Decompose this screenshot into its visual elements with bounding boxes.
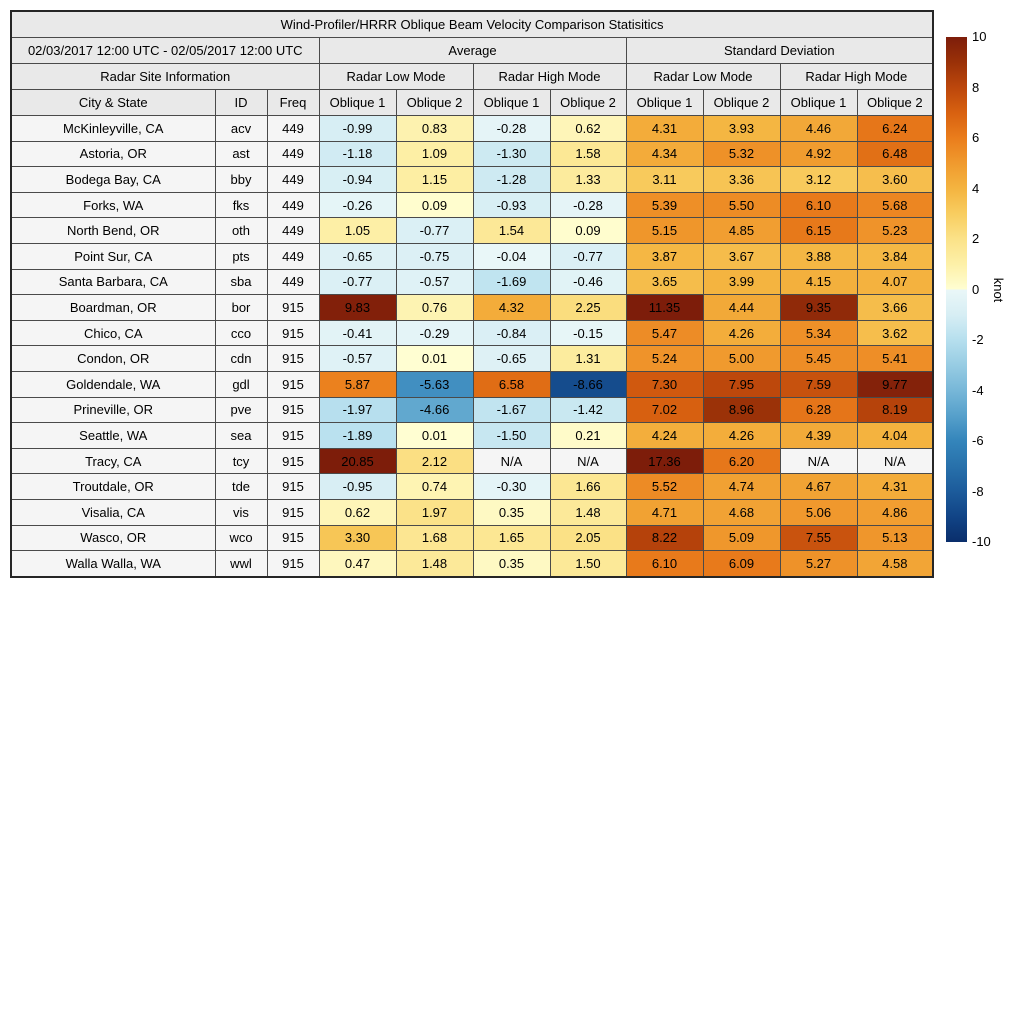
value-cell: 0.74 — [396, 474, 473, 500]
period-cell: 02/03/2017 12:00 UTC - 02/05/2017 12:00 UTC — [11, 38, 319, 64]
value-cell: -0.77 — [319, 269, 396, 295]
value-cell: 0.83 — [396, 116, 473, 142]
city-cell: Tracy, CA — [11, 448, 215, 474]
value-cell: 5.45 — [780, 346, 857, 372]
value-cell: 4.24 — [626, 423, 703, 449]
value-cell: -0.77 — [550, 243, 626, 269]
table-row — [11, 218, 933, 244]
value-cell: 5.23 — [857, 218, 933, 244]
value-cell: 5.50 — [703, 192, 780, 218]
table-body — [11, 116, 933, 577]
site-id-cell: sba — [215, 269, 267, 295]
value-cell: 5.13 — [857, 525, 933, 551]
value-cell: 6.10 — [780, 192, 857, 218]
city-cell: North Bend, OR — [11, 218, 215, 244]
value-cell: 3.65 — [626, 269, 703, 295]
colorbar — [946, 29, 1024, 549]
freq-cell: 449 — [267, 218, 319, 244]
value-cell: -1.97 — [319, 397, 396, 423]
value-cell: 7.59 — [780, 371, 857, 397]
table-row — [11, 397, 933, 423]
site-id-cell: gdl — [215, 371, 267, 397]
freq-cell: 915 — [267, 525, 319, 551]
value-cell: 4.58 — [857, 551, 933, 577]
value-cell: -1.42 — [550, 397, 626, 423]
value-cell: -8.66 — [550, 371, 626, 397]
value-cell: -0.46 — [550, 269, 626, 295]
value-cell: 1.48 — [550, 499, 626, 525]
value-cell: 0.62 — [319, 499, 396, 525]
value-cell: 1.31 — [550, 346, 626, 372]
group-header-row-1 — [11, 38, 933, 64]
value-cell: 1.54 — [473, 218, 550, 244]
city-cell: Astoria, OR — [11, 141, 215, 167]
city-cell: Wasco, OR — [11, 525, 215, 551]
value-cell: -0.65 — [473, 346, 550, 372]
colorbar-gradient — [946, 37, 967, 542]
value-cell: -5.63 — [396, 371, 473, 397]
colorbar-tick-label: 4 — [972, 180, 980, 196]
col-header-std-low-oblique1: Oblique 1 — [626, 90, 703, 116]
value-cell: 1.15 — [396, 167, 473, 193]
site-id-cell: bby — [215, 167, 267, 193]
value-cell: 0.35 — [473, 499, 550, 525]
stddev-group-header: Standard Deviation — [626, 38, 933, 64]
freq-cell: 449 — [267, 167, 319, 193]
freq-cell: 915 — [267, 474, 319, 500]
value-cell: -1.28 — [473, 167, 550, 193]
value-cell: 5.09 — [703, 525, 780, 551]
value-cell: -0.04 — [473, 243, 550, 269]
value-cell: 7.95 — [703, 371, 780, 397]
table-row — [11, 371, 933, 397]
value-cell: 8.96 — [703, 397, 780, 423]
value-cell: 4.92 — [780, 141, 857, 167]
value-cell: 7.02 — [626, 397, 703, 423]
value-cell: 6.58 — [473, 371, 550, 397]
value-cell: 4.74 — [703, 474, 780, 500]
value-cell: 8.22 — [626, 525, 703, 551]
col-header-avg-low-oblique1: Oblique 1 — [319, 90, 396, 116]
value-cell: 11.35 — [626, 295, 703, 321]
value-cell: -0.30 — [473, 474, 550, 500]
value-cell: -0.93 — [473, 192, 550, 218]
city-cell: McKinleyville, CA — [11, 116, 215, 142]
table-row — [11, 551, 933, 577]
value-cell: 4.46 — [780, 116, 857, 142]
freq-cell: 449 — [267, 269, 319, 295]
site-id-cell: sea — [215, 423, 267, 449]
value-cell: 1.50 — [550, 551, 626, 577]
table-row — [11, 141, 933, 167]
value-cell: 4.68 — [703, 499, 780, 525]
value-cell: 6.10 — [626, 551, 703, 577]
city-cell: Bodega Bay, CA — [11, 167, 215, 193]
value-cell: 0.47 — [319, 551, 396, 577]
value-cell: -1.67 — [473, 397, 550, 423]
value-cell: 0.09 — [396, 192, 473, 218]
site-id-cell: oth — [215, 218, 267, 244]
value-cell: 5.87 — [319, 371, 396, 397]
col-header-avg-high-oblique1: Oblique 1 — [473, 90, 550, 116]
value-cell: 5.06 — [780, 499, 857, 525]
value-cell: 4.86 — [857, 499, 933, 525]
table-row — [11, 423, 933, 449]
freq-cell: 915 — [267, 295, 319, 321]
value-cell: 8.19 — [857, 397, 933, 423]
table-row — [11, 499, 933, 525]
value-cell: 20.85 — [319, 448, 396, 474]
value-cell: 4.31 — [626, 116, 703, 142]
site-id-cell: cco — [215, 320, 267, 346]
freq-cell: 449 — [267, 243, 319, 269]
value-cell: -1.18 — [319, 141, 396, 167]
city-cell: Visalia, CA — [11, 499, 215, 525]
value-cell: 0.21 — [550, 423, 626, 449]
value-cell: 1.97 — [396, 499, 473, 525]
col-header-id: ID — [215, 90, 267, 116]
value-cell: 1.68 — [396, 525, 473, 551]
value-cell: 5.39 — [626, 192, 703, 218]
site-info-header: Radar Site Information — [11, 64, 319, 90]
value-cell: 9.35 — [780, 295, 857, 321]
value-cell: 0.01 — [396, 423, 473, 449]
site-id-cell: fks — [215, 192, 267, 218]
value-cell: 4.67 — [780, 474, 857, 500]
value-cell: -0.57 — [396, 269, 473, 295]
colorbar-tick-label: 8 — [972, 79, 980, 95]
table-row — [11, 320, 933, 346]
table-row — [11, 346, 933, 372]
colorbar-tick-label: 0 — [972, 281, 980, 297]
value-cell: 1.05 — [319, 218, 396, 244]
freq-cell: 915 — [267, 499, 319, 525]
value-cell: 6.15 — [780, 218, 857, 244]
freq-cell: 915 — [267, 551, 319, 577]
col-header-avg-low-oblique2: Oblique 2 — [396, 90, 473, 116]
value-cell: 9.77 — [857, 371, 933, 397]
value-cell: 17.36 — [626, 448, 703, 474]
value-cell: 3.87 — [626, 243, 703, 269]
value-cell: 1.09 — [396, 141, 473, 167]
value-cell: 9.83 — [319, 295, 396, 321]
value-cell: 3.12 — [780, 167, 857, 193]
colorbar-tick-label: -2 — [972, 332, 984, 347]
freq-cell: 449 — [267, 116, 319, 142]
std-low-mode-header: Radar Low Mode — [626, 64, 780, 90]
colorbar-tick-label: 2 — [972, 231, 980, 246]
average-group-header: Average — [319, 38, 626, 64]
comparison-table — [10, 10, 934, 578]
value-cell: N/A — [473, 448, 550, 474]
value-cell: 3.88 — [780, 243, 857, 269]
site-id-cell: tcy — [215, 448, 267, 474]
value-cell: 5.00 — [703, 346, 780, 372]
value-cell: 4.32 — [473, 295, 550, 321]
value-cell: 2.25 — [550, 295, 626, 321]
table-row — [11, 192, 933, 218]
colorbar-tick-label: -8 — [972, 483, 984, 499]
value-cell: 7.55 — [780, 525, 857, 551]
value-cell: 1.58 — [550, 141, 626, 167]
city-cell: Condon, OR — [11, 346, 215, 372]
freq-cell: 915 — [267, 320, 319, 346]
std-high-mode-header: Radar High Mode — [780, 64, 933, 90]
value-cell: -1.30 — [473, 141, 550, 167]
freq-cell: 915 — [267, 423, 319, 449]
avg-low-mode-header: Radar Low Mode — [319, 64, 473, 90]
value-cell: N/A — [550, 448, 626, 474]
value-cell: -0.29 — [396, 320, 473, 346]
site-id-cell: pts — [215, 243, 267, 269]
value-cell: -0.41 — [319, 320, 396, 346]
value-cell: 6.48 — [857, 141, 933, 167]
value-cell: -0.57 — [319, 346, 396, 372]
colorbar-tick-label: -10 — [972, 534, 991, 549]
table-row — [11, 474, 933, 500]
site-id-cell: vis — [215, 499, 267, 525]
table-row — [11, 448, 933, 474]
value-cell: 3.11 — [626, 167, 703, 193]
value-cell: -0.77 — [396, 218, 473, 244]
site-id-cell: wwl — [215, 551, 267, 577]
value-cell: -0.15 — [550, 320, 626, 346]
value-cell: -0.84 — [473, 320, 550, 346]
value-cell: 3.99 — [703, 269, 780, 295]
value-cell: -0.95 — [319, 474, 396, 500]
value-cell: 3.67 — [703, 243, 780, 269]
title-row — [11, 11, 933, 38]
value-cell: 5.47 — [626, 320, 703, 346]
value-cell: 5.52 — [626, 474, 703, 500]
value-cell: 4.07 — [857, 269, 933, 295]
value-cell: 4.44 — [703, 295, 780, 321]
value-cell: 4.15 — [780, 269, 857, 295]
city-cell: Forks, WA — [11, 192, 215, 218]
value-cell: 5.15 — [626, 218, 703, 244]
site-id-cell: wco — [215, 525, 267, 551]
city-cell: Goldendale, WA — [11, 371, 215, 397]
value-cell: -1.69 — [473, 269, 550, 295]
value-cell: 4.71 — [626, 499, 703, 525]
value-cell: 1.65 — [473, 525, 550, 551]
value-cell: 0.76 — [396, 295, 473, 321]
table-row — [11, 525, 933, 551]
value-cell: 3.66 — [857, 295, 933, 321]
value-cell: -4.66 — [396, 397, 473, 423]
value-cell: 5.41 — [857, 346, 933, 372]
table-row — [11, 243, 933, 269]
freq-cell: 915 — [267, 346, 319, 372]
freq-cell: 915 — [267, 448, 319, 474]
site-id-cell: pve — [215, 397, 267, 423]
freq-cell: 449 — [267, 141, 319, 167]
value-cell: -1.50 — [473, 423, 550, 449]
freq-cell: 915 — [267, 371, 319, 397]
value-cell: 1.48 — [396, 551, 473, 577]
value-cell: -0.26 — [319, 192, 396, 218]
colorbar-tick-label: -6 — [972, 433, 984, 448]
value-cell: 3.93 — [703, 116, 780, 142]
site-id-cell: acv — [215, 116, 267, 142]
value-cell: 0.01 — [396, 346, 473, 372]
value-cell: 1.66 — [550, 474, 626, 500]
value-cell: 5.27 — [780, 551, 857, 577]
col-header-std-high-oblique1: Oblique 1 — [780, 90, 857, 116]
avg-high-mode-header: Radar High Mode — [473, 64, 626, 90]
freq-cell: 915 — [267, 397, 319, 423]
site-id-cell: tde — [215, 474, 267, 500]
value-cell: -0.75 — [396, 243, 473, 269]
value-cell: -0.94 — [319, 167, 396, 193]
value-cell: 5.68 — [857, 192, 933, 218]
city-cell: Seattle, WA — [11, 423, 215, 449]
site-id-cell: ast — [215, 141, 267, 167]
site-id-cell: cdn — [215, 346, 267, 372]
city-cell: Troutdale, OR — [11, 474, 215, 500]
value-cell: -0.28 — [473, 116, 550, 142]
colorbar-tick-label: -4 — [972, 382, 984, 398]
table-row — [11, 167, 933, 193]
city-cell: Santa Barbara, CA — [11, 269, 215, 295]
col-header-std-low-oblique2: Oblique 2 — [703, 90, 780, 116]
value-cell: 4.26 — [703, 423, 780, 449]
table-row — [11, 295, 933, 321]
col-header-std-high-oblique2: Oblique 2 — [857, 90, 933, 116]
value-cell: 0.35 — [473, 551, 550, 577]
group-header-row-2 — [11, 64, 933, 90]
value-cell: 6.24 — [857, 116, 933, 142]
value-cell: -0.65 — [319, 243, 396, 269]
value-cell: -0.99 — [319, 116, 396, 142]
colorbar-unit-label: knot — [990, 277, 1006, 302]
value-cell: 2.05 — [550, 525, 626, 551]
colorbar-tick-label: 6 — [972, 130, 980, 145]
value-cell: 6.09 — [703, 551, 780, 577]
table-row — [11, 116, 933, 142]
site-id-cell: bor — [215, 295, 267, 321]
col-header-avg-high-oblique2: Oblique 2 — [550, 90, 626, 116]
colorbar-tick-label: 10 — [972, 29, 987, 44]
value-cell: 6.28 — [780, 397, 857, 423]
value-cell: 4.85 — [703, 218, 780, 244]
value-cell: 3.60 — [857, 167, 933, 193]
value-cell: -1.89 — [319, 423, 396, 449]
value-cell: 7.30 — [626, 371, 703, 397]
value-cell: 0.62 — [550, 116, 626, 142]
value-cell: 3.30 — [319, 525, 396, 551]
value-cell: 3.62 — [857, 320, 933, 346]
col-header-freq: Freq — [267, 90, 319, 116]
value-cell: N/A — [780, 448, 857, 474]
value-cell: 1.33 — [550, 167, 626, 193]
value-cell: 6.20 — [703, 448, 780, 474]
value-cell: 0.09 — [550, 218, 626, 244]
value-cell: -0.28 — [550, 192, 626, 218]
city-cell: Chico, CA — [11, 320, 215, 346]
column-header-row — [11, 90, 933, 116]
value-cell: 4.04 — [857, 423, 933, 449]
value-cell: 5.32 — [703, 141, 780, 167]
col-header-city: City & State — [11, 90, 215, 116]
value-cell: 5.24 — [626, 346, 703, 372]
city-cell: Point Sur, CA — [11, 243, 215, 269]
chart-title: Wind-Profiler/HRRR Oblique Beam Velocity Comparison Statisitics — [11, 11, 933, 38]
value-cell: 5.34 — [780, 320, 857, 346]
value-cell: 2.12 — [396, 448, 473, 474]
freq-cell: 449 — [267, 192, 319, 218]
value-cell: 4.34 — [626, 141, 703, 167]
value-cell: 4.31 — [857, 474, 933, 500]
value-cell: 3.84 — [857, 243, 933, 269]
table-row — [11, 269, 933, 295]
city-cell: Prineville, OR — [11, 397, 215, 423]
city-cell: Boardman, OR — [11, 295, 215, 321]
value-cell: 3.36 — [703, 167, 780, 193]
value-cell: 4.39 — [780, 423, 857, 449]
value-cell: N/A — [857, 448, 933, 474]
city-cell: Walla Walla, WA — [11, 551, 215, 577]
value-cell: 4.26 — [703, 320, 780, 346]
